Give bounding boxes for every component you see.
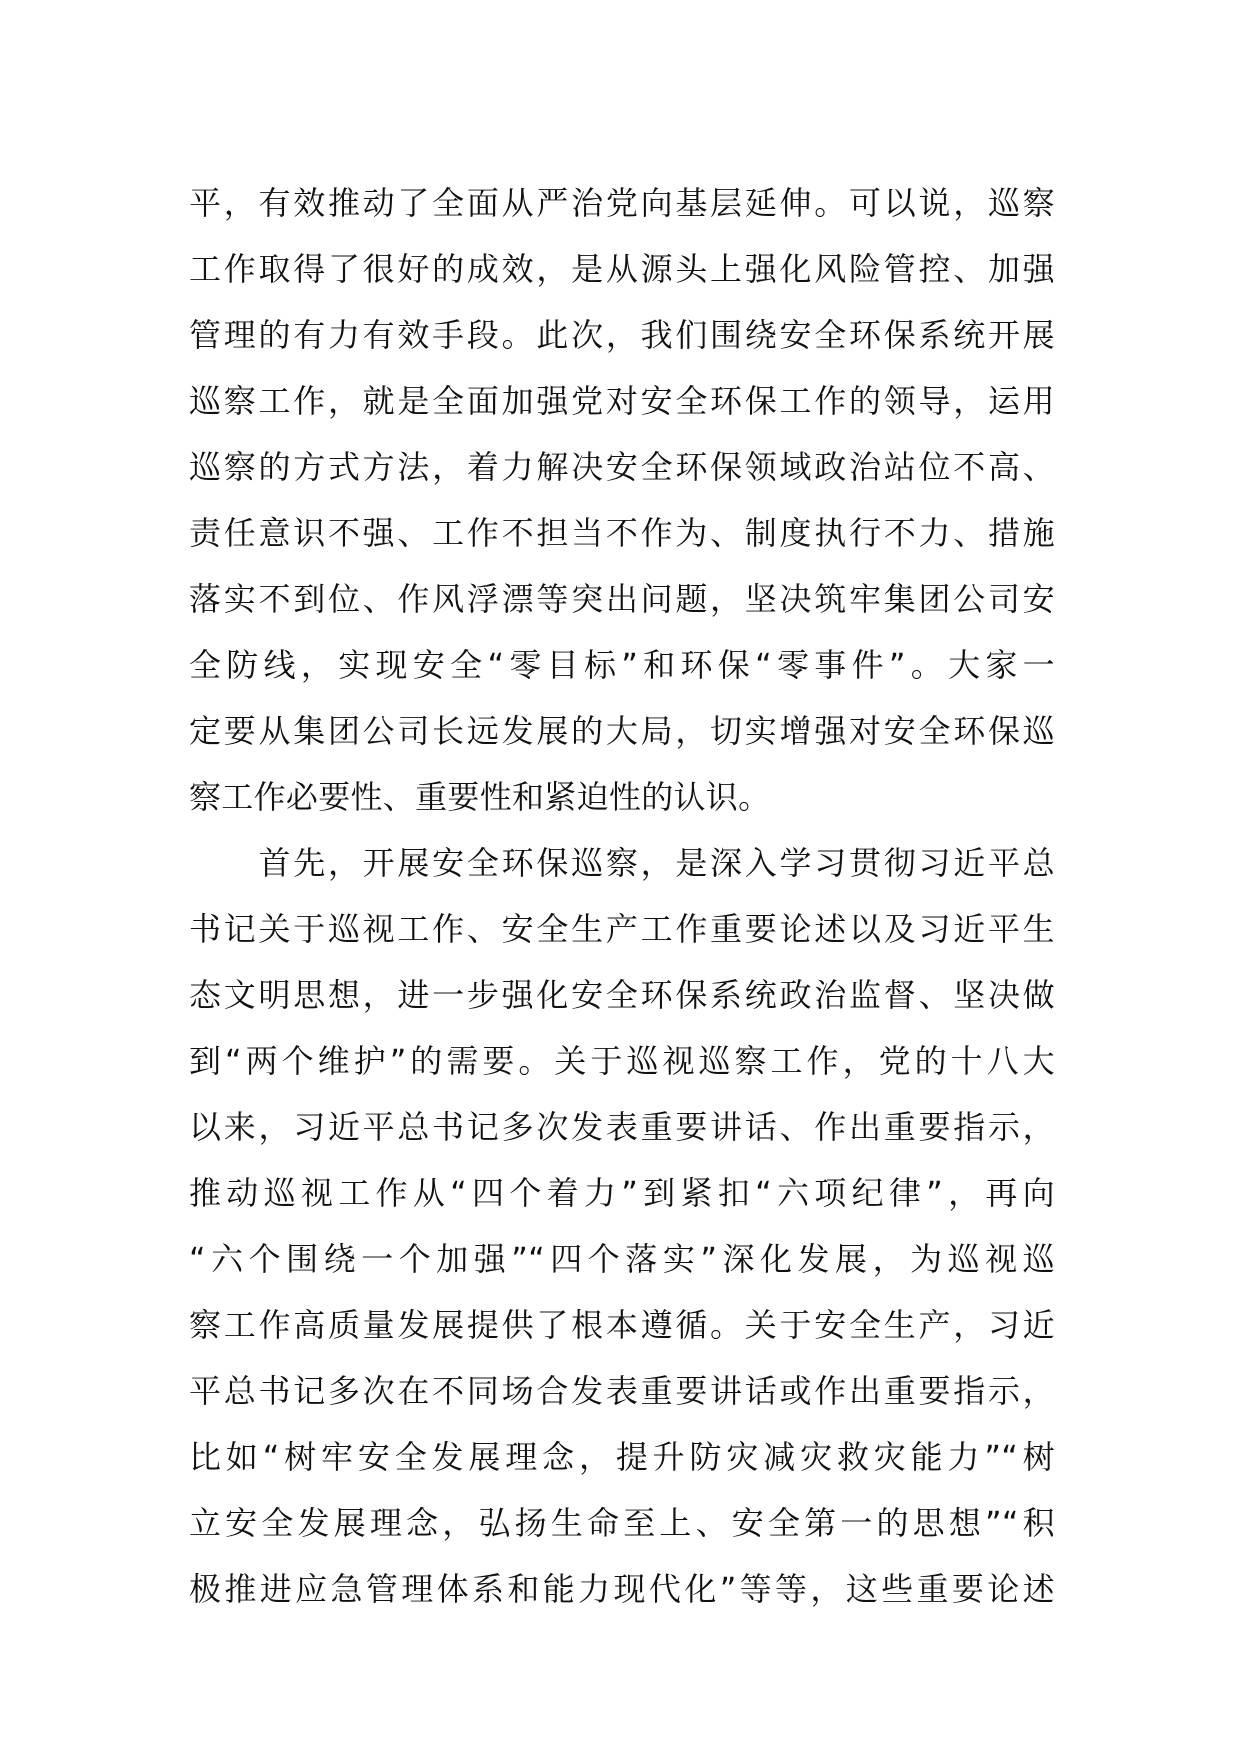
text-line: 平总书记多次在不同场合发表重要讲话或作出重要指示， — [189, 1372, 1055, 1410]
text-line: 立安全发展理念，弘扬生命至上、安全第一的思想”“积 — [189, 1504, 1055, 1542]
body-text — [189, 170, 1055, 1622]
text-line: 极推进应急管理体系和能力现代化”等等，这些重要论述 — [189, 1570, 1055, 1608]
text-line: 察工作高质量发展提供了根本遵循。关于安全生产，习近 — [189, 1306, 1055, 1344]
text-line: 落实不到位、作风浮漂等突出问题，坚决筑牢集团公司安 — [189, 580, 1055, 618]
text-line: 平，有效推动了全面从严治党向基层延伸。可以说，巡察 — [189, 184, 1055, 222]
text-line: 责任意识不强、工作不担当不作为、制度执行不力、措施 — [189, 514, 1055, 552]
text-line: 全防线，实现安全“零目标”和环保“零事件”。大家一 — [189, 646, 1055, 684]
text-line: 态文明思想，进一步强化安全环保系统政治监督、坚决做 — [189, 976, 1055, 1014]
text-line: “六个围绕一个加强”“四个落实”深化发展，为巡视巡 — [189, 1240, 1055, 1278]
text-line: 工作取得了很好的成效，是从源头上强化风险管控、加强 — [189, 250, 1055, 288]
text-line: 到“两个维护”的需要。关于巡视巡察工作，党的十八大 — [189, 1042, 1055, 1080]
text-line: 书记关于巡视工作、安全生产工作重要论述以及习近平生 — [189, 910, 1055, 948]
text-line: 巡察工作，就是全面加强党对安全环保工作的领导，运用 — [189, 382, 1055, 420]
text-line: 以来，习近平总书记多次发表重要讲话、作出重要指示， — [189, 1108, 1055, 1146]
text-line: 首先，开展安全环保巡察，是深入学习贯彻习近平总 — [189, 844, 1055, 882]
paragraph-2 — [189, 830, 1055, 1622]
text-line: 定要从集团公司长远发展的大局，切实增强对安全环保巡 — [189, 712, 1055, 750]
text-line: 察工作必要性、重要性和紧迫性的认识。 — [189, 778, 771, 816]
text-line: 管理的有力有效手段。此次，我们围绕安全环保系统开展 — [189, 316, 1055, 354]
paragraph-1 — [189, 170, 1055, 830]
text-line: 推动巡视工作从“四个着力”到紧扣“六项纪律”，再向 — [189, 1174, 1055, 1212]
text-line: 巡察的方式方法，着力解决安全环保领域政治站位不高、 — [189, 448, 1055, 486]
text-line: 比如“树牢安全发展理念，提升防灾减灾救灾能力”“树 — [189, 1438, 1055, 1476]
